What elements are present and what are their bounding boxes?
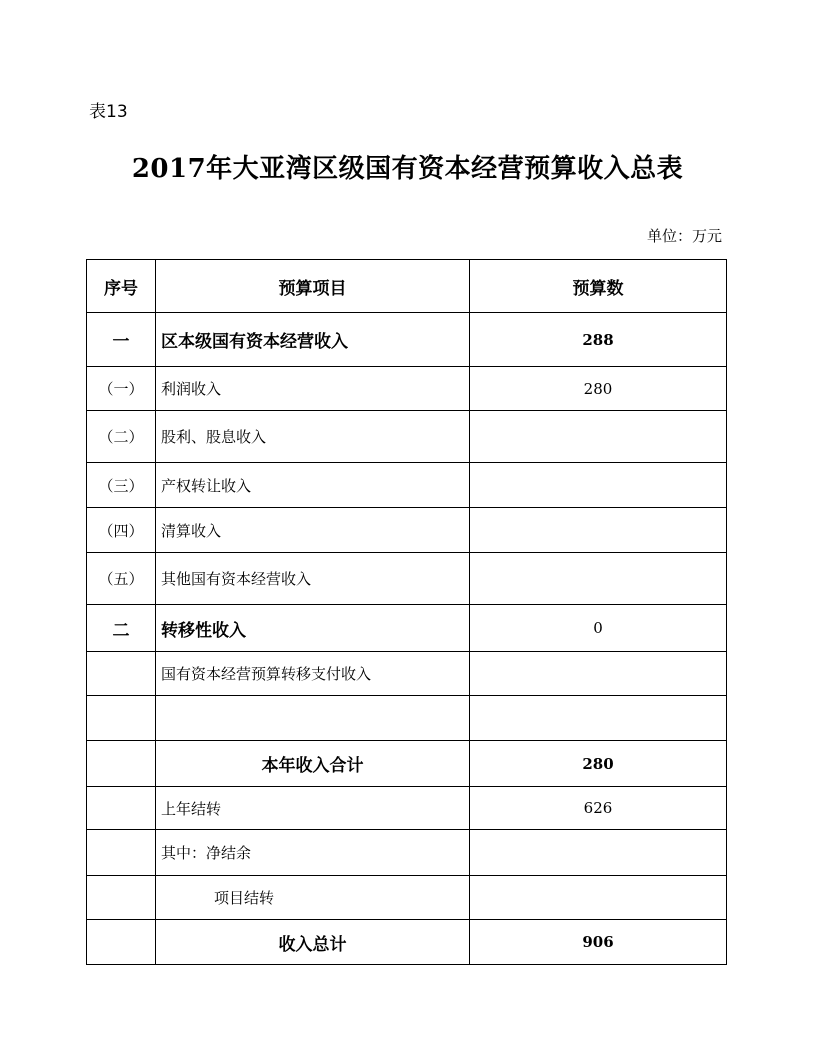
row-item: 转移性收入 (156, 605, 470, 652)
row-value: 626 (470, 787, 727, 830)
row-value: 288 (470, 313, 727, 367)
table-row (87, 787, 727, 830)
table-row (87, 463, 727, 508)
row-item: 其中：净结余 (156, 830, 470, 876)
row-item: 利润收入 (156, 367, 470, 411)
table-number-label: 表13 (89, 102, 128, 122)
row-value: 906 (470, 920, 727, 965)
row-seq (87, 920, 156, 965)
table-row (87, 313, 727, 367)
budget-table (86, 259, 727, 965)
table-row (87, 553, 727, 605)
row-seq (87, 652, 156, 696)
row-value: 280 (470, 367, 727, 411)
row-seq (87, 830, 156, 876)
row-item: 本年收入合计 (156, 741, 470, 787)
row-value (470, 696, 727, 741)
table-row (87, 876, 727, 920)
row-seq: （三） (87, 463, 156, 508)
table-row (87, 605, 727, 652)
row-value (470, 652, 727, 696)
row-seq: 一 (87, 313, 156, 367)
row-seq: （五） (87, 553, 156, 605)
row-value (470, 830, 727, 876)
row-seq: （四） (87, 508, 156, 553)
table-row (87, 508, 727, 553)
row-item: 收入总计 (156, 920, 470, 965)
row-value (470, 411, 727, 463)
row-item: 国有资本经营预算转移支付收入 (156, 652, 470, 696)
row-seq (87, 876, 156, 920)
row-value: 280 (470, 741, 727, 787)
row-seq: （二） (87, 411, 156, 463)
row-value (470, 553, 727, 605)
table-row (87, 411, 727, 463)
table-row (87, 696, 727, 741)
table-row (87, 830, 727, 876)
row-value (470, 463, 727, 508)
row-item (156, 696, 470, 741)
row-value (470, 508, 727, 553)
row-item: 上年结转 (156, 787, 470, 830)
table-row (87, 920, 727, 965)
header-value: 预算数 (470, 260, 727, 313)
table-row (87, 367, 727, 411)
row-value: 0 (470, 605, 727, 652)
row-seq (87, 787, 156, 830)
row-item: 产权转让收入 (156, 463, 470, 508)
row-item: 其他国有资本经营收入 (156, 553, 470, 605)
header-seq: 序号 (87, 260, 156, 313)
unit-label: 单位：万元 (646, 227, 722, 245)
row-seq: 二 (87, 605, 156, 652)
table-header-row (87, 260, 727, 313)
row-item: 项目结转 (156, 876, 470, 920)
table-row (87, 741, 727, 787)
table-row (87, 652, 727, 696)
row-item: 区本级国有资本经营收入 (156, 313, 470, 367)
page-title: 2017年大亚湾区级国有资本经营预算收入总表 (131, 154, 684, 184)
row-seq (87, 741, 156, 787)
row-seq: （一） (87, 367, 156, 411)
header-item: 预算项目 (156, 260, 470, 313)
row-value (470, 876, 727, 920)
row-seq (87, 696, 156, 741)
row-item: 股利、股息收入 (156, 411, 470, 463)
row-item: 清算收入 (156, 508, 470, 553)
